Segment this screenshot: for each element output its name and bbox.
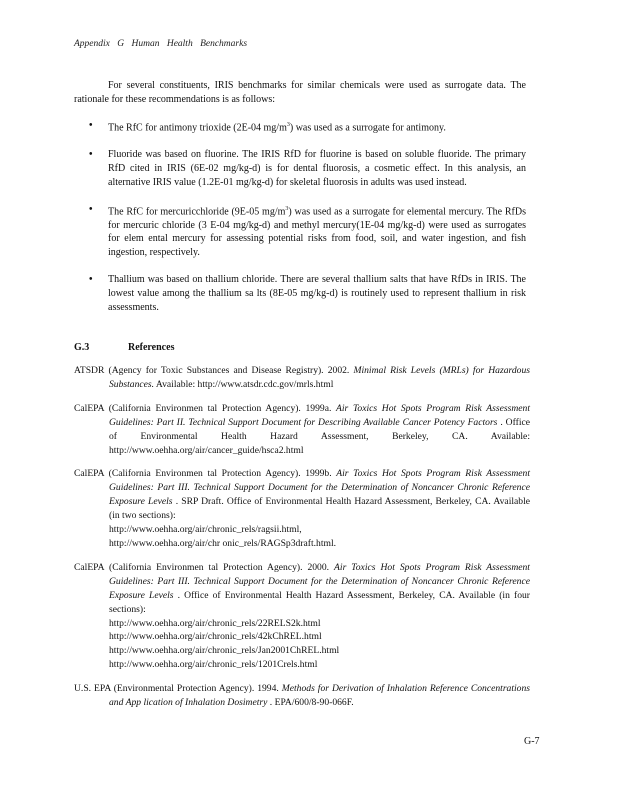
reference-title: Air Toxics Hot Spots Program Risk Assessment Guidelines: Part III. Technical Support Document for the Determination of Noncancer Chronic Reference Exposure Levels <box>109 561 530 601</box>
intro-paragraph: For several constituents, IRIS benchmarks for similar chemicals were used as surrogate data. The rationale for these recommendations is as follows: <box>74 80 526 105</box>
bullet-icon: • <box>89 274 93 286</box>
superscript: 3 <box>285 205 289 212</box>
running-header: Appendix G Human Health Benchmarks <box>74 39 248 49</box>
section-heading <box>74 342 174 353</box>
bullet-text: Thallium was based on thallium chloride. There are several thallium salts that have RfDs in IRIS. The lowest value among the thallium sa lts (8E-05 mg/kg-d) is routinely used to represent thallium in risk assessments. <box>108 274 526 313</box>
bullet-text-cont: ) was used as a surrogate for elemental mercury. The RfDs for mercuric chloride (3 E-04 mg/kg-d) and methyl mercury(1E-04 mg/kg-d) were used as surrogates for elem ental mercury for assessing potential risks from food, soil, and water ingestion, and fish ingestion, respectively. <box>108 205 526 259</box>
reference-calepa-2000 <box>74 561 530 672</box>
bullet-thallium <box>89 273 526 314</box>
page-number: G-7 <box>524 736 540 747</box>
reference-list <box>74 364 530 720</box>
reference-usepa-1994 <box>74 682 530 710</box>
bullet-fluoride <box>89 148 526 189</box>
bullet-mercury <box>89 203 526 261</box>
reference-url[interactable]: http://www.oehha.org/air/chronic_rels/1201Crels.html <box>109 659 318 671</box>
reference-tail: . Office of Environmental Health Hazard Assessment, Berkeley, CA. Available (in four sections): <box>109 589 530 615</box>
bullet-text: The RfC for mercuricchloride (9E-05 mg/m <box>108 205 286 217</box>
reference-url[interactable]: http://www.oehha.org/air/chronic_rels/22RELS2k.html <box>109 617 321 629</box>
reference-url[interactable]: http://www.oehha.org/air/chronic_rels/Jan2001ChREL.html <box>109 645 340 657</box>
surrogate-bullet-list <box>89 119 526 327</box>
reference-calepa-1999b <box>74 467 530 550</box>
reference-lead: U.S. EPA (Environmental Protection Agency). 1994. <box>74 683 282 695</box>
reference-atsdr-2002 <box>74 364 530 392</box>
reference-title: Methods for Derivation of Inhalation Reference Concentrations and App lication of Inhalation Dosimetry <box>109 683 531 709</box>
reference-calepa-1999a <box>74 402 530 458</box>
reference-title: Air Toxics Hot Spots Program Risk Assessment Guidelines: Part III. Technical Support Document for the Determination of Noncancer Chronic Reference Exposure Levels <box>109 468 530 508</box>
bullet-icon: • <box>89 120 93 131</box>
reference-lead: CalEPA (California Environmen tal Protection Agency). 2000. <box>74 561 335 573</box>
bullet-text-cont: ) was used as a surrogate for antimony. <box>289 122 446 134</box>
reference-url[interactable]: http://www.oehha.org/air/chr onic_rels/RAGSp3draft.html. <box>109 537 337 549</box>
bullet-text: The RfC for antimony trioxide (2E-04 mg/m <box>108 122 287 134</box>
reference-tail: Available: http://www.atsdr.cdc.gov/mrls.html <box>154 378 334 390</box>
bullet-antimony <box>89 119 526 135</box>
superscript: 3 <box>286 122 290 128</box>
bullet-text: Fluoride was based on fluorine. The IRIS RfD for fluorine is based on soluble fluoride. The primary RfD cited in IRIS (6E-02 mg/kg-d) is for dental fluorosis, a cosmetic effect. In this analysis, an alternative IRIS value (1.2E-01 mg/kg-d) for skeletal fluorosis in adults was used instead. <box>108 149 526 188</box>
section-title: References <box>128 342 175 353</box>
bullet-icon: • <box>89 203 93 215</box>
bullet-icon: • <box>89 149 93 161</box>
reference-title: Air Toxics Hot Spots Program Risk Assessment Guidelines: Part II. Technical Support Document for Describing Available Cancer Potency Factors <box>109 402 530 428</box>
reference-tail: . Office of Environmental Health Hazard Assessment, Berkeley, CA. Available: http://www.oehha.org/air/cancer_guide/hsca2.html <box>109 416 530 456</box>
reference-url[interactable]: http://www.oehha.org/air/chronic_rels/ragsii.html, <box>109 524 302 536</box>
reference-tail: . SRP Draft. Office of Environmental Health Hazard Assessment, Berkeley, CA. Available (in two sections): <box>109 496 531 522</box>
section-number: G.3 <box>74 342 90 353</box>
reference-lead: ATSDR (Agency for Toxic Substances and Disease Registry). 2002. <box>74 365 354 376</box>
reference-lead: CalEPA (California Environmen tal Protection Agency). 1999a. <box>74 402 337 414</box>
reference-lead: CalEPA (California Environmen tal Protection Agency). 1999b. <box>74 468 337 480</box>
reference-tail: . EPA/600/8-90-066F. <box>267 697 354 709</box>
reference-url[interactable]: http://www.oehha.org/air/chronic_rels/42kChREL.html <box>109 631 322 643</box>
reference-title: Minimal Risk Levels (MRLs) for Hazardous Substances. <box>109 365 530 390</box>
